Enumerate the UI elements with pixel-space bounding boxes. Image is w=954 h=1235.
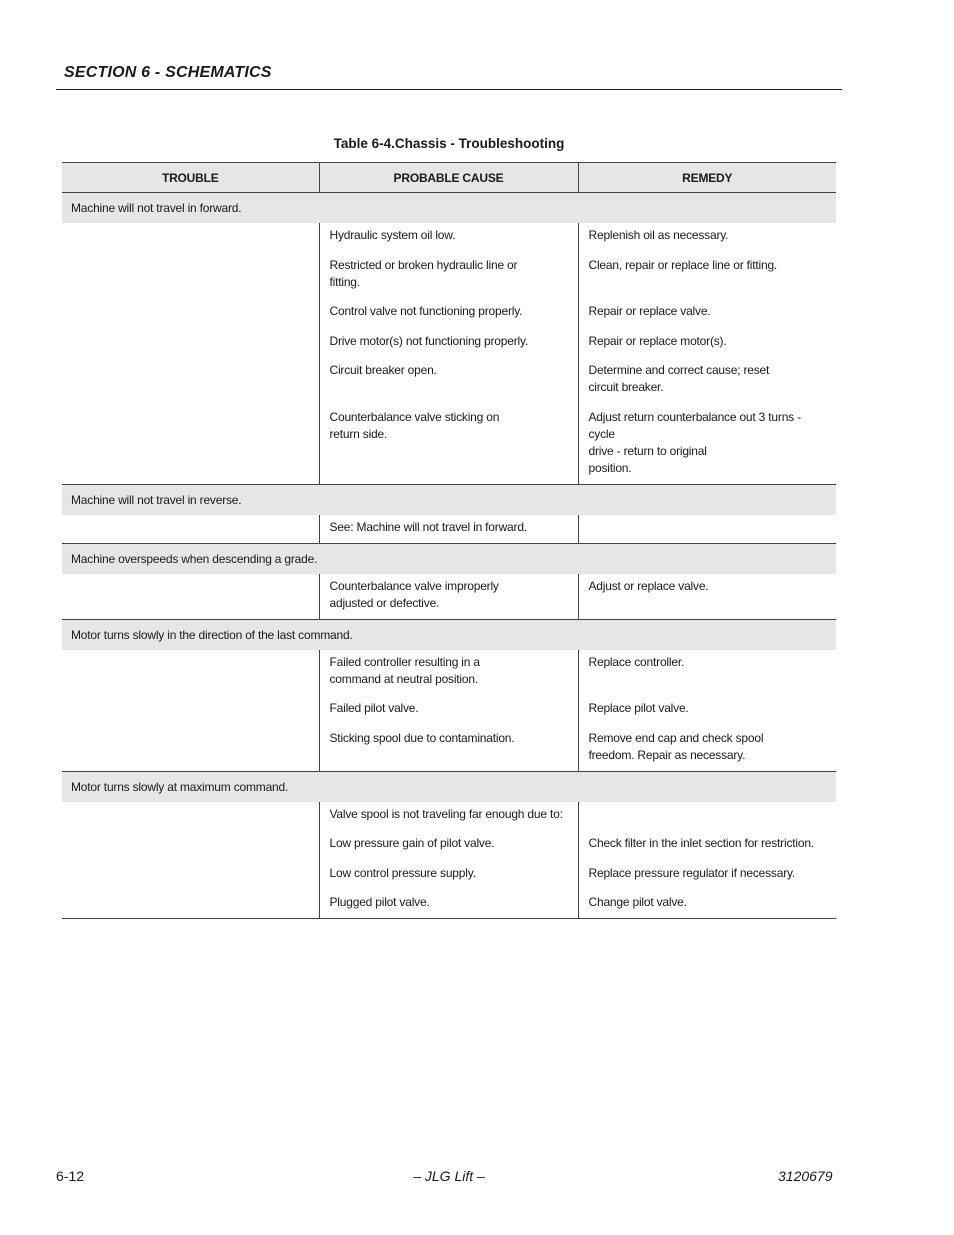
cause-line: See: Machine will not travel in forward.: [329, 519, 527, 534]
header-rule: [56, 89, 842, 90]
probable-cause-cell: [319, 574, 578, 620]
remedy-line: Replace pilot valve.: [588, 701, 689, 715]
trouble-text: Motor turns slowly at maximum command.: [62, 771, 836, 802]
remedy-item: [589, 227, 828, 244]
remedy-list: [579, 650, 837, 771]
doc-number: 3120679: [778, 1168, 833, 1184]
remedy-cell: [578, 650, 836, 772]
remedy-line: [589, 671, 828, 688]
cause-remedy-row: [62, 650, 836, 772]
cause-line: Failed controller resulting in a: [329, 654, 480, 669]
remedy-line: Determine and correct cause; reset: [588, 363, 770, 377]
cause-line: Sticking spool due to contamination.: [329, 730, 515, 745]
cause-item: [330, 894, 569, 911]
remedy-item: [589, 654, 828, 688]
probable-cause-list: [320, 802, 578, 919]
cause-line: Hydraulic system oil low.: [329, 228, 456, 242]
cause-line: [330, 443, 569, 460]
cause-item: [330, 835, 569, 852]
remedy-item: [589, 578, 828, 612]
remedy-cell: [578, 223, 836, 484]
probable-cause-cell: [319, 802, 578, 919]
trouble-text: Machine will not travel in reverse.: [62, 484, 836, 515]
table-caption: Table 6-4.Chassis - Troubleshooting: [333, 136, 565, 151]
remedy-line: [589, 806, 828, 823]
cause-item: [330, 578, 569, 612]
cause-line: Counterbalance valve improperly: [329, 578, 499, 593]
probable-cause-list: [320, 515, 578, 543]
cause-item: [330, 806, 569, 823]
probable-cause-list: [320, 650, 578, 771]
remedy-list: [579, 802, 837, 919]
cause-item: [330, 700, 569, 717]
cause-remedy-row: [62, 802, 836, 919]
page-number: 6-12: [56, 1168, 85, 1184]
remedy-item: [589, 865, 828, 882]
cause-line: Low control pressure supply.: [329, 865, 476, 880]
remedy-item: [589, 362, 828, 396]
trouble-row: [62, 771, 836, 802]
remedy-item: [589, 257, 828, 291]
cause-item: [330, 257, 569, 291]
cause-item: [330, 654, 569, 688]
cause-item: [330, 303, 569, 320]
trouble-blank-cell: [62, 223, 319, 484]
cause-line: Plugged pilot valve.: [329, 895, 430, 909]
remedy-item: [589, 519, 828, 536]
trouble-text: Machine will not travel in forward.: [62, 193, 836, 224]
remedy-item: [589, 894, 828, 911]
table-header-row: [62, 163, 836, 193]
cause-line: Low pressure gain of pilot valve.: [329, 836, 495, 850]
cause-line: Control valve not functioning properly.: [329, 304, 523, 318]
cause-item: [330, 333, 569, 350]
remedy-cell: [578, 574, 836, 620]
remedy-line: position.: [588, 460, 632, 475]
trouble-blank-cell: [62, 650, 319, 772]
probable-cause-cell: [319, 650, 578, 772]
cause-line: return side.: [329, 426, 388, 441]
cause-item: [330, 519, 569, 536]
trouble-row: [62, 484, 836, 515]
remedy-line: Clean, repair or replace line or fitting.: [588, 257, 778, 272]
remedy-line: Adjust or replace valve.: [588, 578, 709, 593]
column-header-trouble: TROUBLE: [62, 163, 319, 193]
remedy-item: [589, 730, 828, 764]
remedy-line: circuit breaker.: [588, 380, 664, 394]
remedy-line: Repair or replace valve.: [588, 304, 711, 318]
remedy-line: drive - return to original: [588, 443, 707, 458]
cause-line: Drive motor(s) not functioning properly.: [329, 333, 529, 348]
remedy-list: [579, 515, 837, 543]
trouble-blank-cell: [62, 802, 319, 919]
cause-remedy-row: [62, 574, 836, 620]
cause-item: [330, 409, 569, 460]
trouble-blank-cell: [62, 574, 319, 620]
cause-line: adjusted or defective.: [329, 595, 440, 610]
cause-line: Restricted or broken hydraulic line or: [329, 257, 518, 272]
footer-brand: – JLG Lift –: [413, 1168, 485, 1184]
cause-item: [330, 730, 569, 764]
cause-line: command at neutral position.: [329, 671, 478, 686]
trouble-blank-cell: [62, 515, 319, 544]
remedy-line: Check filter in the inlet section for restriction.: [588, 836, 814, 850]
remedy-item: [589, 303, 828, 320]
probable-cause-cell: [319, 223, 578, 484]
probable-cause-list: [320, 574, 578, 619]
probable-cause-list: [320, 223, 578, 467]
cause-line: [330, 747, 569, 764]
cause-line: fitting.: [329, 274, 360, 289]
cause-line: Failed pilot valve.: [329, 701, 419, 715]
column-header-remedy: REMEDY: [578, 163, 836, 193]
remedy-item: [589, 700, 828, 717]
remedy-line: Replace pressure regulator if necessary.: [588, 865, 796, 880]
remedy-line: Change pilot valve.: [588, 895, 687, 909]
remedy-line: [589, 519, 828, 536]
trouble-row: [62, 619, 836, 650]
trouble-text: Machine overspeeds when descending a grade.: [62, 543, 836, 574]
remedy-line: Remove end cap and check spool: [588, 730, 764, 745]
remedy-item: [589, 333, 828, 350]
remedy-line: Adjust return counterbalance out 3 turns - cycle: [588, 409, 801, 441]
remedy-line: [589, 595, 828, 612]
cause-item: [330, 865, 569, 882]
remedy-item: [589, 835, 828, 852]
cause-line: [330, 379, 569, 396]
cause-line: Valve spool is not traveling far enough due to:: [329, 806, 563, 821]
column-header-probable-cause: PROBABLE CAUSE: [319, 163, 578, 193]
remedy-line: Repair or replace motor(s).: [588, 333, 727, 348]
cause-line: Counterbalance valve sticking on: [329, 409, 500, 424]
trouble-text: Motor turns slowly in the direction of the last command.: [62, 619, 836, 650]
remedy-list: [579, 223, 837, 484]
troubleshooting-table: [62, 162, 836, 919]
section-title: SECTION 6 - SCHEMATICS: [64, 64, 272, 81]
remedy-cell: [578, 802, 836, 919]
trouble-row: [62, 193, 836, 224]
remedy-line: Replenish oil as necessary.: [588, 228, 729, 242]
cause-line: Circuit breaker open.: [329, 363, 437, 377]
remedy-item: [589, 409, 828, 477]
remedy-cell: [578, 515, 836, 544]
remedy-line: [589, 274, 828, 291]
cause-item: [330, 362, 569, 396]
cause-remedy-row: [62, 515, 836, 544]
remedy-line: Replace controller.: [588, 654, 685, 669]
cause-item: [330, 227, 569, 244]
remedy-item: [589, 806, 828, 823]
remedy-line: freedom. Repair as necessary.: [588, 747, 746, 762]
cause-remedy-row: [62, 223, 836, 484]
remedy-list: [579, 574, 837, 619]
trouble-row: [62, 543, 836, 574]
probable-cause-cell: [319, 515, 578, 544]
